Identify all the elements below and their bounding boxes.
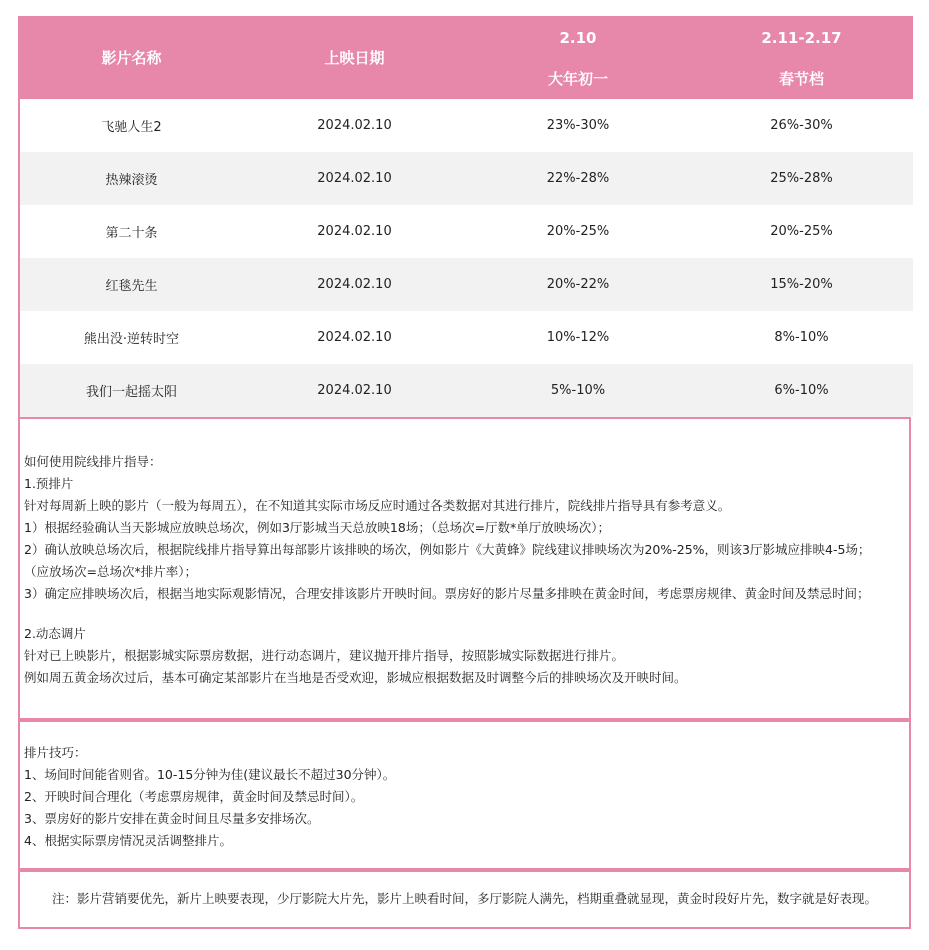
table-row [20,364,913,417]
table-row [20,152,913,205]
rate-210: 23%-30% [466,99,690,152]
header-spring-festival-label: 春节档 [778,70,824,88]
rate-210: 20%-25% [466,205,690,258]
footer-note-text: 注：影片营销要优先，新片上映要表现，少厅影院大片先，影片上映看时间，多厅影院人满先，档期重叠就显现，黄金时段好片先，数字就是好表现。 [51,891,877,906]
guide-line: 3）确定应排映场次后，根据当地实际观影情况，合理安排该影片开映时间。票房好的影片尽量多排映在黄金时间，考虑票房规律、黄金时间及禁忌时间； [24,586,870,601]
guide-line: 针对已上映影片，根据影城实际票房数据，进行动态调片，建议抛开排片指导，按照影城实际数据进行排片。 [24,648,625,663]
rate-spring: 25%-28% [690,152,913,205]
release-date: 2024.02.10 [243,152,466,205]
film-name: 第二十条 [20,205,243,258]
table-header-row [20,16,913,99]
rate-210: 22%-28% [466,152,690,205]
rate-spring: 8%-10% [690,311,913,364]
film-name: 我们一起摇太阳 [20,364,243,417]
header-film-label: 影片名称 [101,49,162,67]
rate-spring: 20%-25% [690,205,913,258]
tips-item: 2、开映时间合理化（考虑票房规律，黄金时间及禁忌时间）。 [24,789,364,804]
table-row [20,99,913,152]
header-day-210-date: 2.10 [559,29,597,47]
guide-line: 针对每周新上映的影片（一般为每周五），在不知道其实际市场反应时通过各类数据对其进行排片，院线排片指导具有参考意义。 [24,498,731,513]
guide-line: 2.动态调片 [24,626,86,641]
rate-210: 10%-12% [466,311,690,364]
schedule-guide-panel [18,16,911,929]
tips-item: 4、根据实际票房情况灵活调整排片。 [24,833,232,848]
header-release-label: 上映日期 [324,49,385,67]
tips-item: 1、场间时间能省则省。10-15分钟为佳(建议最长不超过30分钟）。 [24,767,396,782]
guide-line: 1.预排片 [24,476,74,491]
release-date: 2024.02.10 [243,364,466,417]
header-spring-festival-date: 2.11-2.17 [761,29,842,47]
header-release [243,16,466,99]
release-date: 2024.02.10 [243,311,466,364]
release-date: 2024.02.10 [243,99,466,152]
scheduling-tips-section [18,720,911,870]
film-name: 飞驰人生2 [20,99,243,152]
header-day-210-label: 大年初一 [547,70,608,88]
header-spring-festival [690,16,913,99]
guide-line: 1）根据经验确认当天影城应放映总场次，例如3厅影城当天总放映18场；（总场次=厅数*单厅放映场次）； [24,520,611,535]
header-film [20,16,243,99]
film-name: 红毯先生 [20,258,243,311]
scheduling-guide-section [18,417,911,720]
header-day-210 [466,16,690,99]
film-name: 熊出没·逆转时空 [20,311,243,364]
tips-item: 3、票房好的影片安排在黄金时间且尽量多安排场次。 [24,811,320,826]
table-row [20,258,913,311]
release-date: 2024.02.10 [243,205,466,258]
rate-spring: 26%-30% [690,99,913,152]
schedule-table-wrapper [18,16,911,417]
table-row [20,205,913,258]
table-row [20,311,913,364]
film-name: 热辣滚烫 [20,152,243,205]
guide-line: 2）确认放映总场次后，根据院线排片指导算出每部影片该排映的场次，例如影片《大黄蜂》院线建议排映场次为20%-25%，则该3厅影城应排映4-5场； [24,542,871,557]
footer-note [18,870,911,929]
tips-title: 排片技巧： [24,745,87,760]
guide-line: 例如周五黄金场次过后，基本可确定某部影片在当地是否受欢迎，影城应根据数据及时调整今后的排映场次及开映时间。 [24,670,687,685]
schedule-table [20,16,913,417]
guide-line: （应放场次=总场次*排片率）； [24,564,197,579]
guide-title: 如何使用院线排片指导： [24,454,162,469]
release-date: 2024.02.10 [243,258,466,311]
rate-spring: 6%-10% [690,364,913,417]
rate-210: 20%-22% [466,258,690,311]
rate-210: 5%-10% [466,364,690,417]
rate-spring: 15%-20% [690,258,913,311]
